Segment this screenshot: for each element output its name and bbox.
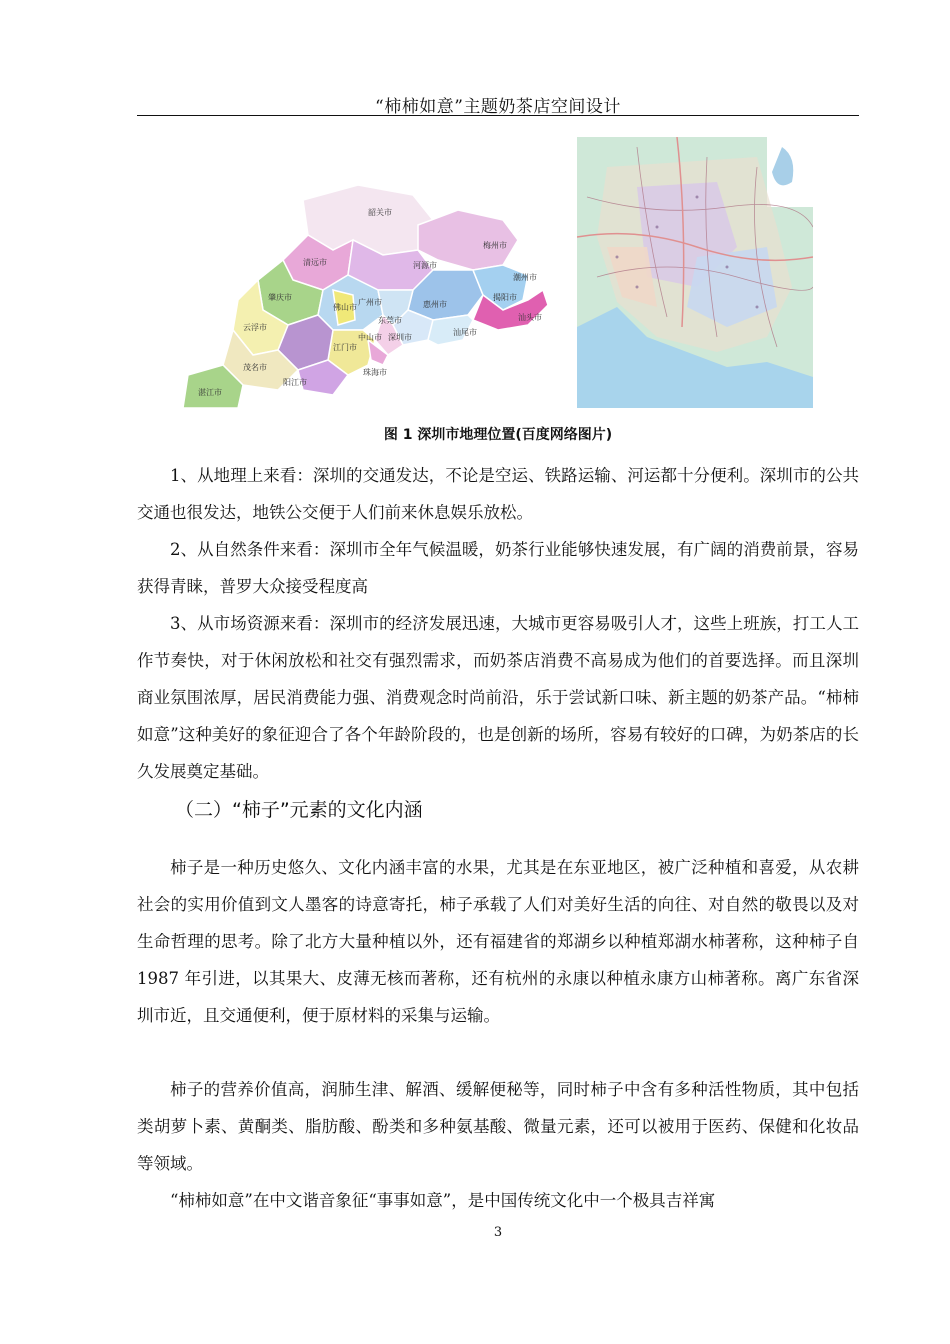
paragraph-persimmon-symbolism: “柿柿如意”在中文谐音象征“事事如意”，是中国传统文化中一个极具吉祥寓	[170, 1191, 716, 1210]
map-label-foshan: 佛山市	[333, 303, 357, 312]
map-label-jieyang: 揭阳市	[493, 293, 517, 302]
paragraph-market-resources: 3、从市场资源来看：深圳市的经济发展迅速，大城市更容易吸引人才，这些上班族，打工人工作节奏快，对于休闲放松和社交有强烈需求，而奶茶店消费不高易成为他们的首要选择。而且深圳商业氛围浓厚，居民消费能力强、消费观念时尚前沿，乐于尝试新口味、新主题的奶茶产品。“柿柿如意”这种美好的象征迎合了各个年龄阶段的，也是创新的场所，容易有较好的口碑，为奶茶店的长久发展奠定基础。	[137, 614, 859, 781]
map-label-chaozhou: 潮州市	[513, 273, 537, 282]
map-label-zhuhai: 珠海市	[363, 368, 387, 377]
map-label-huizhou: 惠州市	[423, 300, 447, 309]
running-header: “柿柿如意”主题奶茶店空间设计	[375, 97, 621, 117]
map-label-zhaoqing: 肇庆市	[268, 293, 292, 302]
map-label-yunfu: 云浮市	[243, 323, 267, 332]
map-label-meizhou: 梅州市	[483, 241, 507, 250]
map-label-maoming: 茂名市	[243, 363, 267, 372]
section-title: （二）“柿子”元素的文化内涵	[175, 799, 423, 821]
map-label-dongguan: 东莞市	[378, 316, 402, 325]
map-label-yangjiang: 阳江市	[283, 378, 307, 387]
map-label-jiangmen: 江门市	[333, 343, 357, 352]
figure-caption: 图 1 深圳市地理位置(百度网络图片)	[383, 427, 613, 443]
guangdong-map-image	[183, 180, 555, 408]
page-number: 3	[493, 1225, 503, 1240]
shenzhen-map-image	[577, 137, 813, 408]
paragraph-persimmon-history: 柿子是一种历史悠久、文化内涵丰富的水果，尤其是在东亚地区，被广泛种植和喜爱，从农耕社会的实用价值到文人墨客的诗意寄托，柿子承载了人们对美好生活的向往、对自然的敬畏以及对生命哲理的思考。除了北方大量种植以外，还有福建省的郑湖乡以种植郑湖水柿著称，这种柿子自 1987 年引进，以其果大、皮薄无核而著称，还有杭州的永康以种植永康方山柿著称。离广东省深圳市近，且交通便利，便于原材料的采集与运输。	[137, 858, 859, 1025]
map-label-qingyuan: 清远市	[303, 258, 327, 267]
paragraph-persimmon-nutrition: 柿子的营养价值高，润肺生津、解酒、缓解便秘等，同时柿子中含有多种活性物质，其中包括类胡萝卜素、黄酮类、脂肪酸、酚类和多种氨基酸、微量元素，还可以被用于医药、保健和化妆品等领域。	[137, 1080, 859, 1173]
map-label-guangzhou: 广州市	[358, 298, 382, 307]
map-label-shantou: 汕头市	[518, 313, 542, 322]
map-label-heyuan: 河源市	[413, 261, 437, 270]
map-label-shaoguan: 韶关市	[368, 208, 392, 217]
map-label-shenzhen: 深圳市	[388, 333, 412, 342]
map-label-zhongshan: 中山市	[358, 333, 382, 342]
map-label-zhanjiang: 湛江市	[198, 388, 222, 397]
map-label-shanwei: 汕尾市	[453, 328, 477, 337]
header-rule	[137, 115, 859, 116]
paragraph-natural-conditions: 2、从自然条件来看：深圳市全年气候温暖，奶茶行业能够快速发展，有广阔的消费前景，容易获得青睐，普罗大众接受程度高	[137, 540, 859, 596]
paragraph-geography: 1、从地理上来看：深圳的交通发达，不论是空运、铁路运输、河运都十分便利。深圳市的公共交通也很发达，地铁公交便于人们前来休息娱乐放松。	[137, 466, 859, 522]
